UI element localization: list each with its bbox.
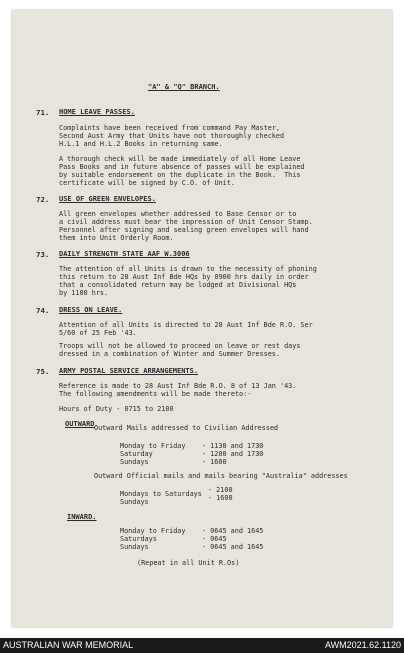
section-72-line: a civil address must bear the impression of Unit Censor Stamp. [59,218,313,226]
section-74-line: dressed in a combination of Winter and Summer Dresses. [59,350,280,358]
official-day: Sundays [120,498,149,506]
section-74-number: 74. [36,306,50,315]
section-71-line: H.L.1 and H.L.2 Books in returning same. [59,140,223,148]
section-73-heading: DAILY STRENGTH STATE AAF W.3006 [59,250,190,258]
inward-day: Monday to Friday [120,527,186,535]
closing-note: (Repeat in all Unit R.Os) [137,559,240,567]
inward-times: - 0645 and 1645 [202,543,264,551]
section-71-line: Pass Books and in future absence of passes will be explained [59,163,305,171]
section-75-line: The following amendments will be made thereto:- [59,390,252,398]
section-75-line: Reference is made to 28 Aust Inf Bde R.O. 8 of 13 Jan '43. [59,382,297,390]
section-74-line: 5/60 of 25 Feb '43. [59,329,137,337]
official-mails-intro: Outward Official mails and mails bearing "Australia" addresses [94,472,348,480]
footer-accession-number: AWM2021.62.1120 [324,640,401,650]
civilian-day: Monday to Friday [120,442,186,450]
civilian-times: - 1200 and 1730 [202,450,264,458]
section-74-line: Troops will not be allowed to proceed on leave or rest days [59,342,301,350]
section-73-line: that a consolidated return may be lodged at Divisional HQs [59,281,297,289]
footer-institution: AUSTRALIAN WAR MEMORIAL [3,640,134,650]
footer-bar [0,638,404,653]
section-71-line: by suitable endorsement on the duplicate in the Book. This [59,171,301,179]
section-73-line: this return to 28 Aust Inf Bde HQs by 0900 hrs daily in order [59,273,309,281]
section-74-heading: DRESS ON LEAVE. [59,306,123,314]
document-page [12,10,392,627]
inward-times: - 0645 [202,535,227,543]
outward-heading: OUTWARD [65,420,95,428]
section-71-line: certificate will be signed by C.O. of Unit. [59,179,235,187]
hours-of-duty: Hours of Duty - 0715 to 2100 [59,405,174,413]
official-day: Mondays to Saturdays [120,490,202,498]
inward-times: - 0645 and 1645 [202,527,264,535]
section-73-line: The attention of all Units is drawn to the necessity of phoning [59,265,317,273]
section-72-line: All green envelopes whether addressed to Base Censor or to [59,210,297,218]
section-74-line: Attention of all Units is directed to 28 Aust Inf Bde R.O. Ser [59,321,313,329]
section-75-heading: ARMY POSTAL SERVICE ARRANGEMENTS. [59,367,199,375]
civilian-mails-intro: Outward Mails addressed to Civilian Addressed [94,424,279,432]
branch-title: "A" & "Q" BRANCH. [148,83,220,91]
section-72-line: them into Unit Orderly Room. [59,234,174,242]
section-72-heading: USE OF GREEN ENVELOPES. [59,195,156,203]
civilian-times: - 1600 [202,458,227,466]
section-71-line: Complaints have been received from command Pay Master, [59,124,280,132]
civilian-day: Saturday [120,450,153,458]
inward-heading: INWARD. [67,513,97,521]
section-72-number: 72. [36,195,50,204]
official-times: - 2100 [208,486,233,494]
section-71-line: A thorough check will be made immediately of all Home Leave [59,155,301,163]
civilian-times: - 1130 and 1730 [202,442,264,450]
civilian-day: Sundays [120,458,149,466]
section-71-line: Second Aust Army that Units have not thoroughly checked [59,132,285,140]
inward-day: Saturdays [120,535,157,543]
section-71-number: 71. [36,108,50,117]
official-times: - 1600 [208,494,233,502]
section-75-number: 75. [36,367,50,376]
section-73-number: 73. [36,250,50,259]
section-72-line: Personnel after signing and sealing green envelopes will hand [59,226,309,234]
section-73-line: by 1100 hrs. [59,289,109,297]
inward-day: Sundays [120,543,149,551]
section-71-heading: HOME LEAVE PASSES. [59,108,135,116]
